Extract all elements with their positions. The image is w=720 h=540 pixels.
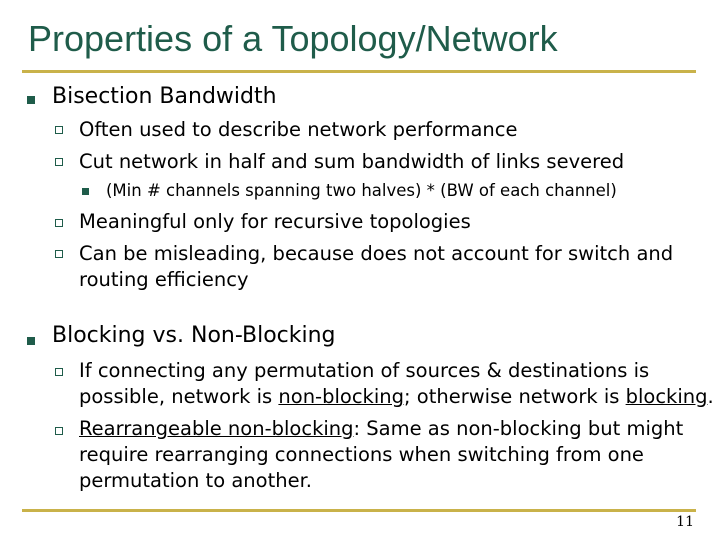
bisection-item-1: Often used to describe network performance — [79, 118, 518, 141]
term-rearrangeable-non-blocking: Rearrangeable non-blocking — [79, 417, 354, 440]
bisection-item-4-line2: routing efficiency — [79, 268, 249, 291]
bullet-hollow-square — [55, 219, 63, 227]
bullet-square — [27, 96, 35, 104]
blocking-item-2-line3: permutation to another. — [79, 469, 312, 492]
title-rule — [22, 70, 696, 73]
term-blocking: blocking — [625, 385, 708, 408]
bisection-item-3: Meaningful only for recursive topologies — [79, 210, 471, 233]
bullet-hollow-square — [55, 126, 63, 134]
text-span: ; otherwise network is — [404, 385, 626, 408]
bullet-hollow-square — [55, 368, 63, 376]
slide-title: Properties of a Topology/Network — [28, 18, 558, 59]
bullet-small-square — [82, 188, 89, 195]
bisection-item-4-line1: Can be misleading, because does not account for switch and — [79, 242, 674, 265]
text-span: . — [707, 385, 714, 408]
text-span: : Same as non-blocking but might — [353, 417, 684, 440]
bisection-item-2: Cut network in half and sum bandwidth of links severed — [79, 150, 625, 173]
footer-rule — [22, 509, 696, 512]
bisection-subitem-formula: (Min # channels spanning two halves) * (BW of each channel) — [106, 181, 617, 200]
blocking-item-2-line2: require rearranging connections when switching from one — [79, 443, 644, 466]
text-span: possible, network is — [79, 385, 279, 408]
bullet-hollow-square — [55, 158, 63, 166]
section-heading-blocking: Blocking vs. Non-Blocking — [52, 323, 336, 348]
term-non-blocking: non-blocking — [278, 385, 404, 408]
bullet-square — [27, 337, 35, 345]
blocking-item-1-line1: If connecting any permutation of sources & destinations is — [79, 359, 650, 382]
bullet-hollow-square — [55, 427, 63, 435]
bullet-hollow-square — [55, 250, 63, 258]
page-number: 11 — [676, 514, 694, 530]
blocking-item-1-line2 — [79, 384, 714, 410]
section-heading-bisection: Bisection Bandwidth — [52, 84, 277, 109]
blocking-item-2-line1 — [79, 416, 683, 442]
